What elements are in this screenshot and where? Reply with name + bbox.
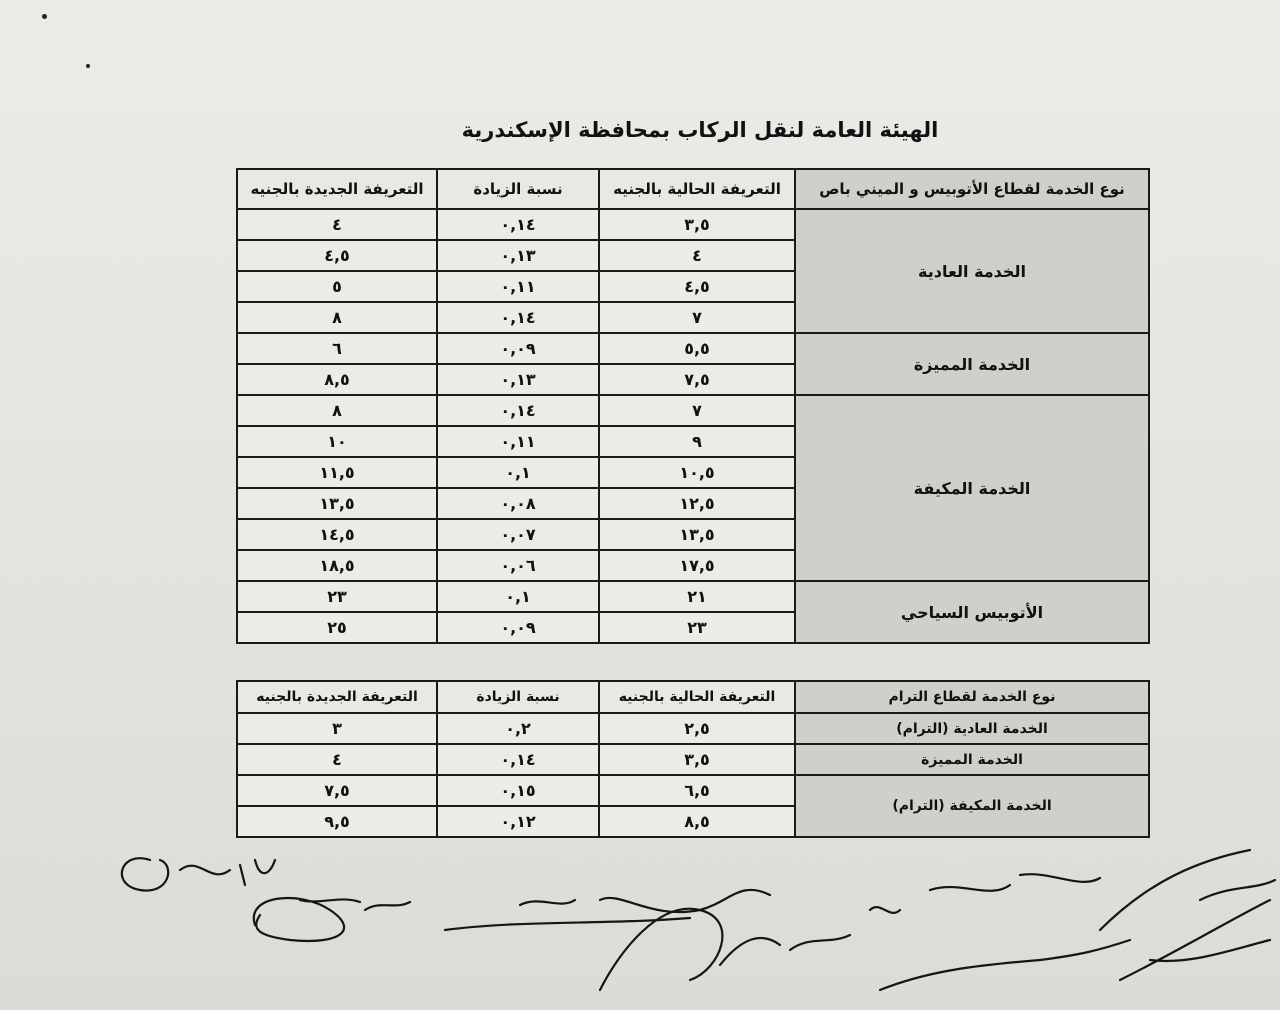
service-type-cell: الخدمة المكيفة <box>795 395 1149 581</box>
current-fare-cell: ١٧,٥ <box>599 550 795 581</box>
document-title: الهيئة العامة لنقل الركاب بمحافظة الإسكندرية <box>461 118 939 142</box>
current-fare-cell: ٣,٥ <box>599 744 795 775</box>
table-header-row <box>237 681 1149 713</box>
increase-rate-cell: ٠,١١ <box>437 271 599 302</box>
increase-rate-cell: ٠,٢ <box>437 713 599 744</box>
service-type-cell: الخدمة العادية <box>795 209 1149 333</box>
service-type-cell: الأتوبيس السياحي <box>795 581 1149 643</box>
current-fare-cell: ٤,٥ <box>599 271 795 302</box>
current-fare-cell: ٦,٥ <box>599 775 795 806</box>
increase-rate-cell: ٠,٠٩ <box>437 612 599 643</box>
table-row <box>237 775 1149 806</box>
increase-rate-cell: ٠,٠٦ <box>437 550 599 581</box>
increase-rate-cell: ٠,١١ <box>437 426 599 457</box>
table-row <box>237 581 1149 612</box>
new-fare-cell: ٣ <box>237 713 437 744</box>
column-header-new-fare: التعريفة الجديدة بالجنيه <box>237 681 437 713</box>
current-fare-cell: ١٠,٥ <box>599 457 795 488</box>
current-fare-cell: ٧ <box>599 302 795 333</box>
new-fare-cell: ٢٣ <box>237 581 437 612</box>
increase-rate-cell: ٠,٠٨ <box>437 488 599 519</box>
signature-5 <box>790 874 1100 950</box>
new-fare-cell: ٨ <box>237 302 437 333</box>
current-fare-cell: ٢١ <box>599 581 795 612</box>
paper-speck <box>42 14 47 19</box>
increase-rate-cell: ٠,١٤ <box>437 209 599 240</box>
column-header-increase-rate: نسبة الزيادة <box>437 681 599 713</box>
tram-fare-table <box>236 680 1150 838</box>
new-fare-cell: ٤ <box>237 209 437 240</box>
service-type-cell: الخدمة المميزة <box>795 333 1149 395</box>
signature-6 <box>880 940 1130 990</box>
increase-rate-cell: ٠,١٤ <box>437 395 599 426</box>
signature-1 <box>122 858 275 890</box>
column-header-increase-rate: نسبة الزيادة <box>437 169 599 209</box>
new-fare-cell: ٢٥ <box>237 612 437 643</box>
service-type-cell: الخدمة المكيفة (الترام) <box>795 775 1149 837</box>
increase-rate-cell: ٠,١٥ <box>437 775 599 806</box>
table-row <box>237 395 1149 426</box>
current-fare-cell: ٢٣ <box>599 612 795 643</box>
current-fare-cell: ٧,٥ <box>599 364 795 395</box>
table-row <box>237 744 1149 775</box>
paper-speck <box>86 64 90 68</box>
new-fare-cell: ٦ <box>237 333 437 364</box>
increase-rate-cell: ٠,١٣ <box>437 240 599 271</box>
new-fare-cell: ١٠ <box>237 426 437 457</box>
increase-rate-cell: ٠,١ <box>437 581 599 612</box>
column-header-service-type: نوع الخدمة لقطاع الأتوبيس و الميني باص <box>795 169 1149 209</box>
current-fare-cell: ٨,٥ <box>599 806 795 837</box>
increase-rate-cell: ٠,١٤ <box>437 302 599 333</box>
signature-2 <box>254 898 410 941</box>
new-fare-cell: ٤,٥ <box>237 240 437 271</box>
current-fare-cell: ٤ <box>599 240 795 271</box>
new-fare-cell: ١٣,٥ <box>237 488 437 519</box>
increase-rate-cell: ٠,١٢ <box>437 806 599 837</box>
bus-fare-table <box>236 168 1150 644</box>
current-fare-cell: ٣,٥ <box>599 209 795 240</box>
increase-rate-cell: ٠,٠٧ <box>437 519 599 550</box>
increase-rate-cell: ٠,١٣ <box>437 364 599 395</box>
table-row <box>237 713 1149 744</box>
current-fare-cell: ٧ <box>599 395 795 426</box>
table-row <box>237 333 1149 364</box>
current-fare-cell: ٩ <box>599 426 795 457</box>
new-fare-cell: ٤ <box>237 744 437 775</box>
column-header-current-fare: التعريفة الحالية بالجنيه <box>599 681 795 713</box>
new-fare-cell: ٥ <box>237 271 437 302</box>
new-fare-cell: ٨,٥ <box>237 364 437 395</box>
column-header-service-type: نوع الخدمة لقطاع الترام <box>795 681 1149 713</box>
current-fare-cell: ١٣,٥ <box>599 519 795 550</box>
current-fare-cell: ٥,٥ <box>599 333 795 364</box>
increase-rate-cell: ٠,١٤ <box>437 744 599 775</box>
new-fare-cell: ١٨,٥ <box>237 550 437 581</box>
current-fare-cell: ١٢,٥ <box>599 488 795 519</box>
new-fare-cell: ١١,٥ <box>237 457 437 488</box>
increase-rate-cell: ٠,١ <box>437 457 599 488</box>
increase-rate-cell: ٠,٠٩ <box>437 333 599 364</box>
new-fare-cell: ٧,٥ <box>237 775 437 806</box>
signature-7 <box>1100 850 1275 980</box>
new-fare-cell: ١٤,٥ <box>237 519 437 550</box>
current-fare-cell: ٢,٥ <box>599 713 795 744</box>
table-header-row <box>237 169 1149 209</box>
column-header-current-fare: التعريفة الحالية بالجنيه <box>599 169 795 209</box>
table-row <box>237 209 1149 240</box>
service-type-cell: الخدمة العادية (الترام) <box>795 713 1149 744</box>
new-fare-cell: ٩,٥ <box>237 806 437 837</box>
column-header-new-fare: التعريفة الجديدة بالجنيه <box>237 169 437 209</box>
service-type-cell: الخدمة المميزة <box>795 744 1149 775</box>
handwritten-signatures <box>0 840 1280 1010</box>
signature-3 <box>445 890 770 930</box>
new-fare-cell: ٨ <box>237 395 437 426</box>
